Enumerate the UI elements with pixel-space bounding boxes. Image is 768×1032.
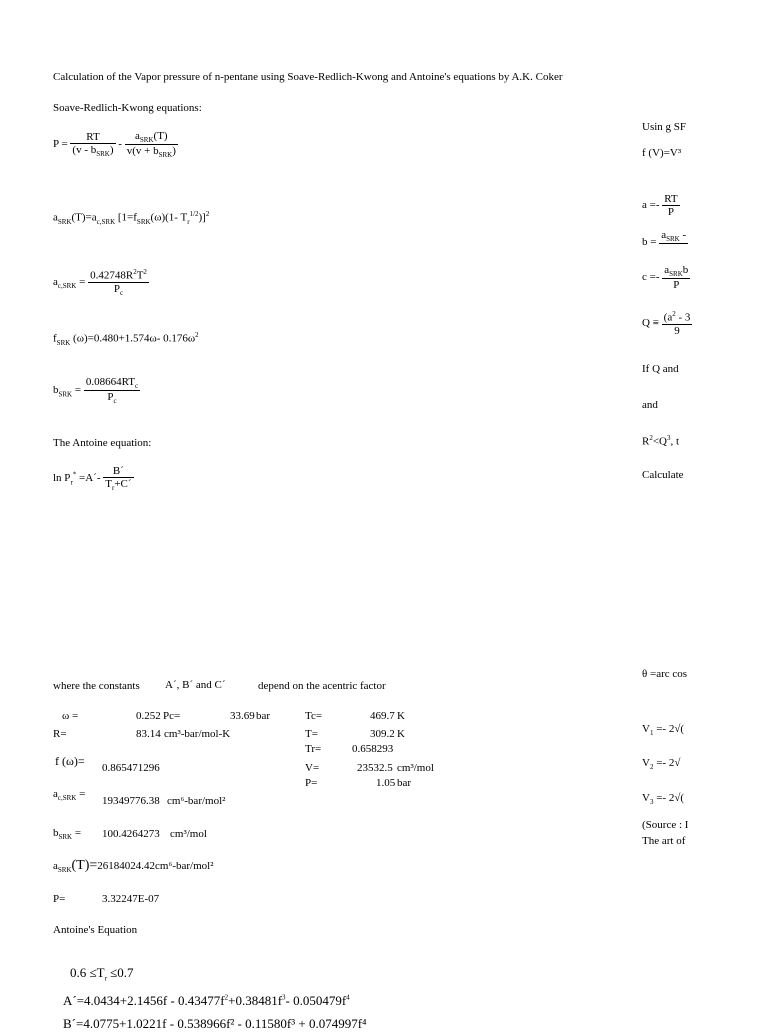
document-title: Calculation of the Vapor pressure of n-pentane using Soave-Redlich-Kwong and Antoine's equations by A.K. Coker	[53, 71, 563, 83]
pc-label: Pc=	[163, 710, 181, 722]
v-unit: cm³/mol	[397, 762, 434, 774]
right-v3: $V_3 =- 2√$(	[642, 792, 685, 807]
a-prime-equation: A´=4.0434+2.1456f - $0.43477f^2+0.38481f^3-$ $0.050479f^4$	[63, 993, 350, 1008]
pres-label: P=	[53, 893, 66, 905]
p-value: 1.05	[376, 777, 396, 789]
equation-b-srk: $b_{SRK}$ = $\frac{0.08664RT_c}{P_c}$	[53, 376, 139, 406]
r-label: R=	[53, 728, 67, 740]
right-using: Usin g SF	[642, 121, 687, 133]
tr-label: Tr=	[305, 743, 322, 755]
f-label: f (ω)=	[55, 754, 85, 768]
equation-f-srk: $f_{SRK}$ (ω)=0.480+1.574ω- $0.176\omega^2$	[53, 331, 199, 347]
t-value: 309.2	[370, 728, 395, 740]
a-srk-row: $a_{SRK}(T)=26184024.42cm^6-bar$/mol²	[53, 858, 214, 875]
srk-heading: Soave-Redlich-Kwong equations:	[53, 102, 202, 114]
r-unit: cm³-bar/mol-K	[164, 728, 231, 740]
right-v2: $V_2 =- 2√$	[642, 757, 681, 772]
equation-antoine: $\ln P_r^*$ =A´- $\frac{B´}{T_r+C´}$	[53, 465, 132, 493]
right-r2: $R^2<Q^3$, t	[642, 434, 680, 448]
omega-label: ω =	[62, 710, 79, 722]
constants-text: where the constants	[53, 680, 140, 692]
constants-tail: depend on the acentric factor	[258, 680, 386, 692]
equation-p: P = $\frac{RT}{(v - b_{SRK})}$ - $\frac{a_{SRK}(T)}{v(v + b_{SRK})}$	[53, 130, 176, 160]
right-fv: f (V)=V³	[642, 147, 682, 159]
equation-a-srk: $a_{SRK}(T)=a_{c,SRK}$ [$1=f_{SRK}(\omega)(1-$ $T_r^{1/2})]^2$	[53, 210, 210, 226]
pc-unit: bar	[256, 710, 271, 722]
right-c-eq: c =- $\frac{a_{SRK}b}{P}$	[642, 264, 689, 292]
pres-value: 3.32247E-07	[102, 893, 160, 905]
right-theta: θ =arc cos	[642, 668, 688, 680]
ac-value: 19349776.38	[102, 795, 160, 807]
r-value: 83.14	[136, 728, 161, 740]
ac-unit: cm⁶-bar/mol²	[167, 795, 226, 807]
pc-value: 33.69	[230, 710, 255, 722]
right-ifq: If Q and	[642, 363, 679, 375]
t-label: T=	[305, 728, 318, 740]
b-prime-equation: B´=4.0775+1.0221f - 0.538966f² - 0.11580f³ + 0.074997f⁴	[63, 1016, 367, 1031]
v-label: V=	[305, 762, 320, 774]
right-source: (Source : I	[642, 819, 689, 831]
right-and: and	[642, 399, 658, 411]
f-value: 0.865471296	[102, 762, 160, 774]
right-calc: Calculate	[642, 469, 684, 481]
v-value: 23532.5	[357, 762, 393, 774]
b-label: $b_{SRK}$ =	[53, 827, 82, 842]
right-a-eq: a =- $\frac{RT}{P}$	[642, 193, 678, 218]
p-unit: bar	[397, 777, 412, 789]
antoine-eq-heading: Antoine's Equation	[53, 924, 138, 936]
tc-label: Tc=	[305, 710, 323, 722]
omega-value: 0.252	[136, 710, 161, 722]
right-v1: $V_1 =- 2√$(	[642, 723, 685, 738]
b-value: 100.4264273	[102, 828, 160, 840]
equation-ac-srk: $a_{c,SRK}$ = $\frac{0.42748R^2T^2}{P_c}$	[53, 268, 147, 297]
t-unit: K	[397, 728, 405, 740]
tr-range: $0.6 \le T_r \le 0.7$	[70, 965, 134, 983]
right-q-eq: Q ≡ $\frac{(a^2 - 3}{9}$	[642, 310, 691, 337]
antoine-heading: The Antoine equation:	[53, 437, 152, 449]
constants-abc: A´, B´ and C´	[165, 679, 226, 691]
right-b-eq: b = $a_{SRK}$ -	[642, 229, 687, 249]
p-label: P=	[305, 777, 318, 789]
b-unit: cm³/mol	[170, 828, 207, 840]
tr-value: 0.658293	[352, 743, 394, 755]
tc-unit: K	[397, 710, 405, 722]
tc-value: 469.7	[370, 710, 395, 722]
right-art: The art of	[642, 835, 686, 847]
ac-label: $a_{c,SRK}$ =	[53, 788, 86, 803]
